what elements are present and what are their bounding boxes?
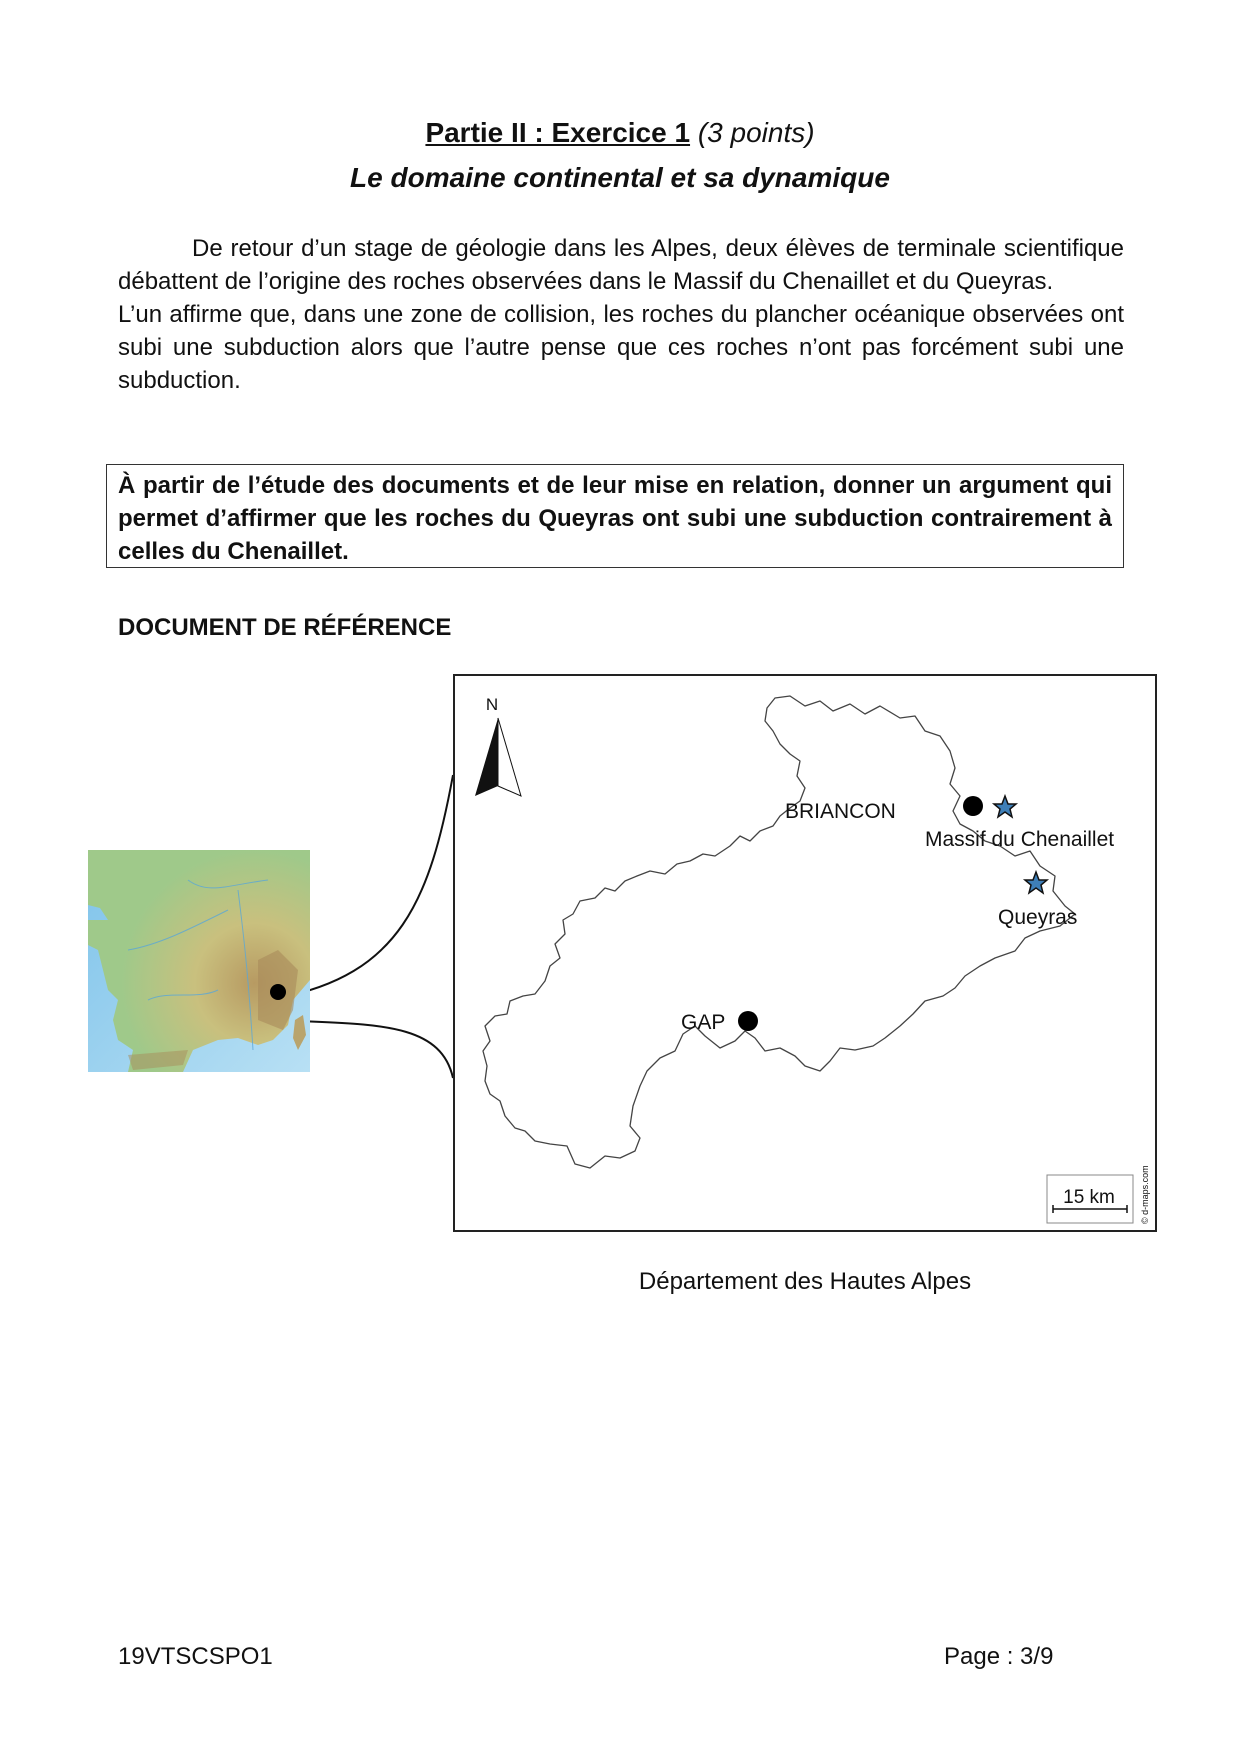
scale-bar [1047, 1175, 1133, 1223]
question-box [106, 464, 1124, 568]
briancon-city-dot [963, 796, 983, 816]
briancon-label: BRIANCON [785, 800, 896, 823]
north-arrow-light-half [498, 718, 521, 796]
gap-label: GAP [681, 1011, 726, 1034]
intro-paragraph-1: De retour d’un stage de géologie dans les Alpes, deux élèves de terminale scientifique débattent de l’origine des roches observées dans le Massif du Chenaillet et du Queyras. [118, 235, 1124, 295]
map-caption: Département des Hautes Alpes [638, 1268, 972, 1295]
department-outline [483, 696, 1078, 1168]
footer-page-number: Page : 3/9 [944, 1643, 1054, 1670]
hautes-alpes-map-svg [455, 676, 1155, 1230]
intro-text [118, 232, 1124, 397]
chenaillet-star-icon [994, 796, 1016, 817]
title-main: Partie II : Exercice 1 [425, 117, 691, 148]
subtitle: Le domaine continental et sa dynamique [350, 162, 890, 193]
france-relief-map [88, 850, 310, 1072]
chenaillet-label: Massif du Chenaillet [925, 828, 1115, 851]
gap-city-dot [738, 1011, 758, 1031]
question-text: À partir de l’étude des documents et de leur mise en relation, donner un argument qui permet d’affirmer que les roches du Queyras ont subi une subduction contrairement à celles du Chenaillet. [118, 472, 1112, 565]
location-marker [270, 984, 286, 1000]
title-points: (3 points) [697, 117, 815, 148]
hautes-alpes-map [453, 674, 1157, 1232]
intro-paragraph-2: L’un affirme que, dans une zone de collision, les roches du plancher océanique observées ont subi une subduction alors que l’autre pense que ces roches n’ont pas forcément subi une subduction. [118, 301, 1124, 394]
north-label: N [485, 695, 499, 714]
north-arrow-dark-half [475, 718, 498, 796]
exercise-title [0, 117, 1240, 149]
document-heading: DOCUMENT DE RÉFÉRENCE [118, 614, 452, 641]
footer-code: 19VTSCSPO1 [118, 1643, 273, 1670]
north-arrow [475, 695, 521, 796]
map-credit: © d-maps.com [1140, 1165, 1150, 1224]
queyras-label: Queyras [998, 906, 1078, 929]
scale-label: 15 km [1063, 1187, 1115, 1208]
